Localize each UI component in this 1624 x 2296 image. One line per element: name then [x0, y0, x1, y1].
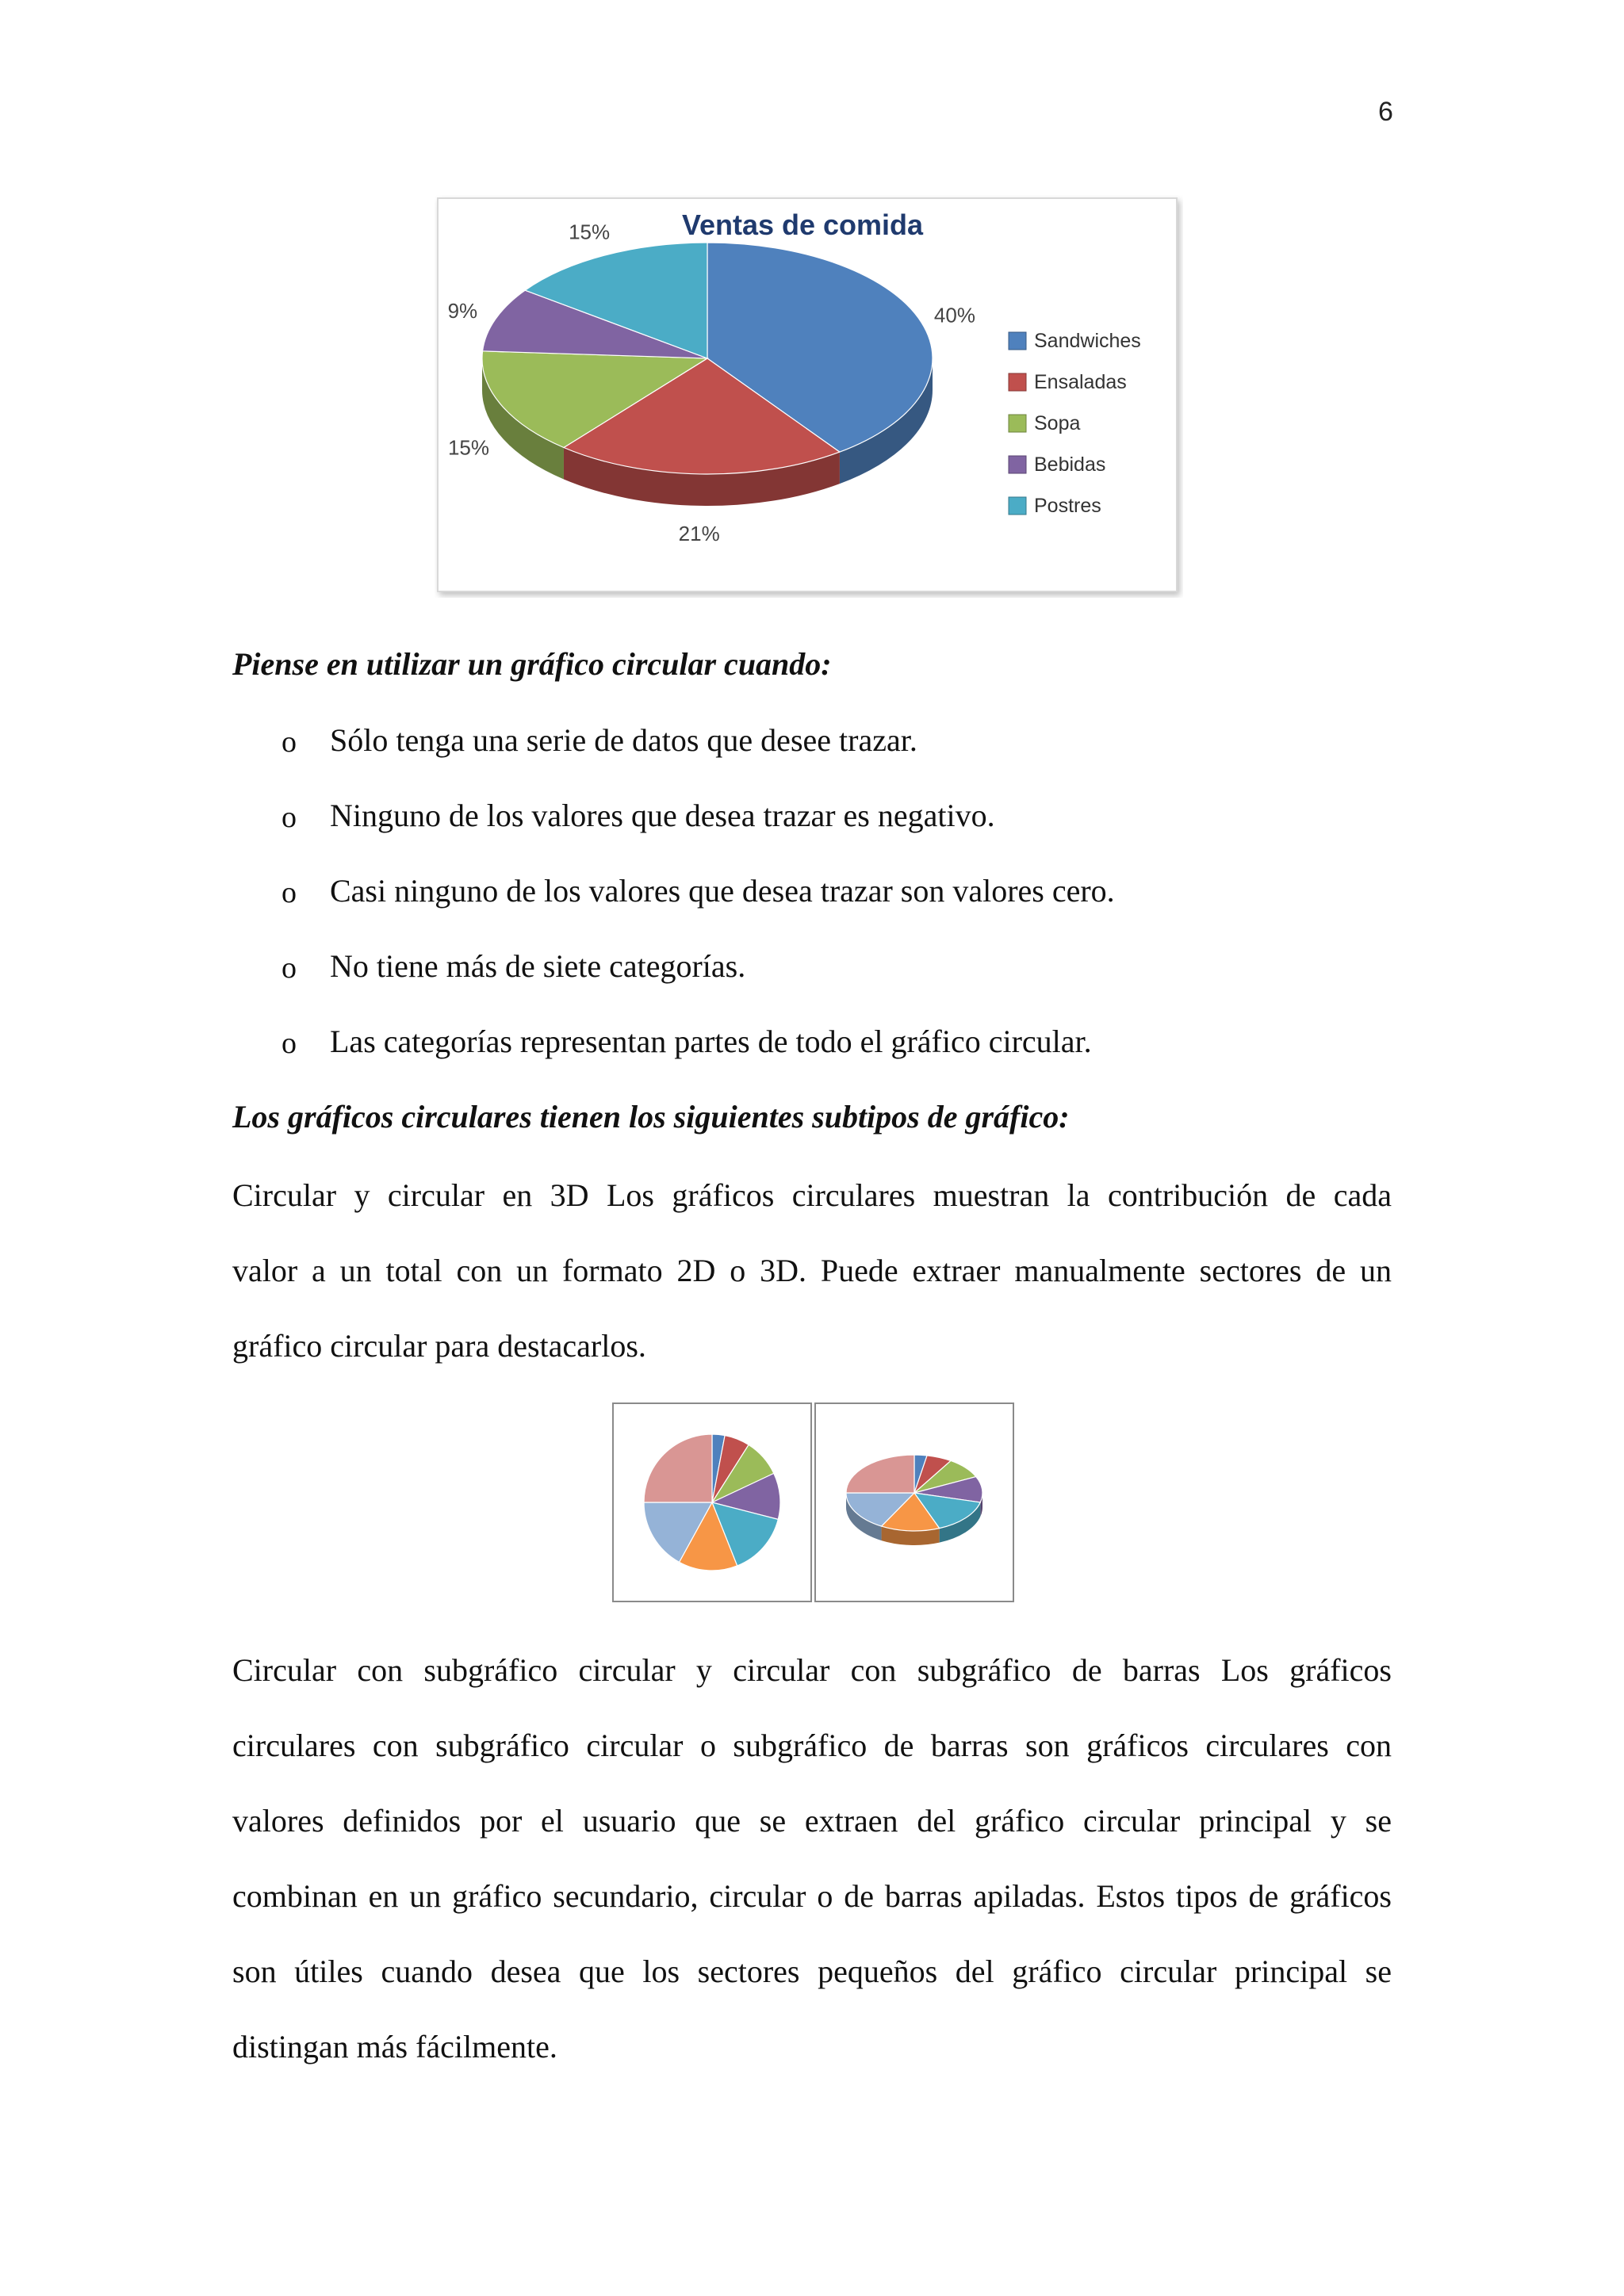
food-sales-pie-chart: [435, 195, 1183, 598]
bullet-marker: o: [282, 801, 297, 834]
legend-swatch-postres: [1009, 497, 1026, 515]
bullet-text: Casi ninguno de los valores que desea trazar son valores cero.: [330, 873, 1115, 909]
section-heading-when-to-use: Piense en utilizar un gráfico circular cuando:: [232, 646, 832, 682]
paragraph-line: gráfico circular para destacarlos.: [232, 1328, 646, 1364]
paragraph-line: valor a un total con un formato 2D o 3D. Puede extraer manualmente sectores de un: [232, 1253, 1392, 1288]
bullet-text: Ninguno de los valores que desea trazar es negativo.: [330, 798, 995, 833]
pie-slices: [482, 243, 933, 506]
chart-title: Ventas de comida: [681, 209, 924, 241]
bullet-text: Las categorías representan partes de todo el gráfico circular.: [330, 1024, 1092, 1059]
legend-swatch-sandwiches: [1009, 332, 1026, 350]
legend-swatch-bebidas: [1009, 456, 1026, 473]
legend-swatch-ensaladas: [1009, 373, 1026, 391]
paragraph-line: Circular y circular en 3D Los gráficos circulares muestran la contribución de cada: [232, 1177, 1392, 1213]
section-heading-subtypes: Los gráficos circulares tienen los siguientes subtipos de gráfico:: [232, 1099, 1070, 1135]
bullet-marker: o: [282, 951, 297, 985]
thumb-2d-slice: [644, 1434, 712, 1502]
page-number: 6: [1378, 97, 1393, 127]
thumb-3d-slice: [846, 1455, 914, 1493]
pie-2d-icon: [614, 1404, 810, 1601]
bullet-text: Sólo tenga una serie de datos que desee trazar.: [330, 722, 917, 758]
paragraph-line: son útiles cuando desea que los sectores pequeños del gráfico circular principal se: [232, 1954, 1392, 1989]
data-label-ensaladas: 21%: [678, 521, 720, 545]
pie-2d-thumbnail: [612, 1402, 812, 1602]
data-label-postres: 15%: [569, 220, 611, 244]
data-label-sandwiches: 40%: [933, 303, 975, 327]
pie-3d-icon: [816, 1404, 1013, 1601]
bullet-marker: o: [282, 1027, 297, 1060]
bullet-text: No tiene más de siete categorías.: [330, 948, 746, 984]
legend-label-bebidas: Bebidas: [1034, 453, 1106, 476]
legend-label-ensaladas: Ensaladas: [1034, 371, 1127, 393]
data-label-sopa: 15%: [447, 435, 489, 460]
paragraph-line: circulares con subgráfico circular o subgráfico de barras son gráficos circulares con: [232, 1728, 1392, 1763]
paragraph-line: Circular con subgráfico circular y circular con subgráfico de barras Los gráficos: [232, 1652, 1392, 1688]
paragraph-line: valores definidos por el usuario que se extraen del gráfico circular principal y se: [232, 1803, 1392, 1839]
pie-3d-thumbnail: [814, 1402, 1014, 1602]
paragraph-line: distingan más fácilmente.: [232, 2029, 557, 2064]
legend-label-sandwiches: Sandwiches: [1034, 330, 1141, 352]
legend-label-postres: Postres: [1034, 495, 1101, 517]
legend-label-sopa: Sopa: [1034, 412, 1081, 434]
legend-swatch-sopa: [1009, 415, 1026, 432]
bullet-marker: o: [282, 725, 297, 759]
data-label-bebidas: 9%: [447, 299, 478, 323]
bullet-marker: o: [282, 876, 297, 909]
paragraph-line: combinan en un gráfico secundario, circular o de barras apiladas. Estos tipos de gráficos: [232, 1878, 1392, 1914]
